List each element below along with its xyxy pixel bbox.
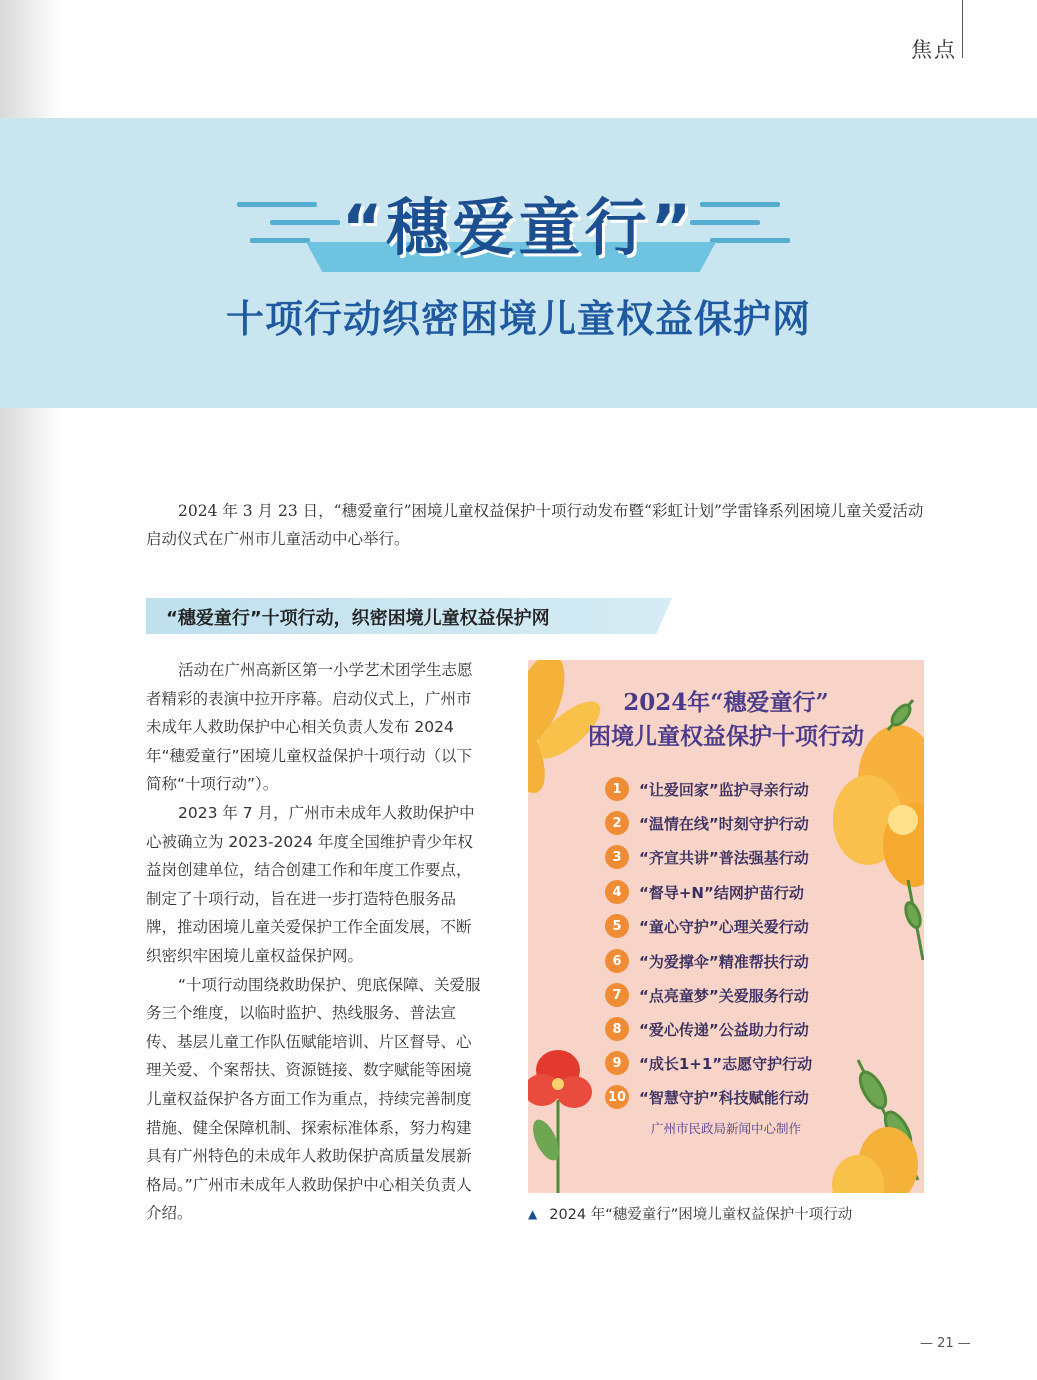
action-label: “童心守护”心理关爱行动 [639, 917, 809, 936]
section-tag: 焦点 [911, 38, 957, 62]
action-item [605, 1016, 809, 1042]
action-label: “温情在线”时刻守护行动 [639, 814, 809, 833]
action-item [605, 913, 809, 939]
number-badge: 3 [605, 845, 629, 869]
number-badge: 9 [605, 1051, 629, 1075]
section-heading: “穗爱童行”十项行动，织密困境儿童权益保护网 [166, 608, 550, 629]
body-paragraph: “十项行动围绕救助保护、兜底保障、关爱服务三个维度，以临时监护、热线服务、普法宣传、基层儿童工作队伍赋能培训、片区督导、心理关爱、个案帮扶、资源链接、数字赋能等困境儿童权益保护各方面工作为重点，持续完善制度措施、健全保障机制、探索标准体系，努力构建具有广州特色的未成年人救助保护高质量发展新格局。”广州市未成年人救助保护中心相关负责人介绍。 [146, 975, 481, 1223]
number-badge: 6 [605, 949, 629, 973]
action-label: “爱心传递”公益助力行动 [639, 1020, 809, 1039]
page-subtitle: 十项行动织密困境儿童权益保护网 [225, 297, 811, 341]
action-label: “成长1+1”志愿守护行动 [639, 1054, 813, 1073]
section-tag-rule [962, 0, 963, 58]
action-item [605, 1050, 812, 1076]
figure-caption [528, 1203, 852, 1224]
triangle-icon: ▲ [528, 1206, 538, 1221]
action-item [605, 948, 809, 974]
poster-image [528, 660, 924, 1193]
action-label: “点亮童梦”关爱服务行动 [639, 986, 809, 1005]
number-badge: 5 [605, 914, 629, 938]
body-paragraph: 活动在广州高新区第一小学艺术团学生志愿者精彩的表演中拉开序幕。启动仪式上，广州市未成年人救助保护中心相关负责人发布 2024 年“穗爱童行”困境儿童权益保护十项行动（以下简称“十项行动”）。 [146, 661, 473, 794]
action-item [605, 879, 804, 905]
action-label: “智慧守护”科技赋能行动 [639, 1088, 809, 1107]
action-label: “督导+N”结网护苗行动 [639, 883, 804, 902]
intro-paragraph: 2024 年 3 月 23 日，“穗爱童行”困境儿童权益保护十项行动发布暨“彩虹计划”学雷锋系列困境儿童关爱活动启动仪式在广州市儿童活动中心举行。 [146, 502, 924, 548]
number-badge: 4 [605, 880, 629, 904]
body-text [146, 656, 486, 1228]
page-title: “穗爱童行” [341, 191, 696, 264]
action-label: “齐宣共讲”普法强基行动 [639, 848, 809, 867]
poster-title-line1: 2024年“穗爱童行” [623, 689, 829, 716]
number-badge: 8 [605, 1017, 629, 1041]
action-item [605, 776, 809, 802]
action-label: “为爱撑伞”精准帮扶行动 [639, 952, 809, 971]
number-badge: 10 [605, 1085, 629, 1109]
number-badge: 2 [605, 811, 629, 835]
caption-text: 2024 年“穗爱童行”困境儿童权益保护十项行动 [549, 1207, 853, 1223]
poster-credit: 广州市民政局新闻中心制作 [650, 1121, 801, 1136]
poster-title-line2: 困境儿童权益保护十项行动 [588, 723, 864, 750]
body-paragraph: 2023 年 7 月，广州市未成年人救助保护中心被确立为 2023-2024 年度全国维护青少年权益岗创建单位，结合创建工作和年度工作要点，制定了十项行动，旨在进一步打造特色服务品牌，推动困境儿童关爱保护工作全面发展，不断织密织牢困境儿童权益保护网。 [146, 803, 475, 965]
number-badge: 1 [605, 777, 629, 801]
action-item [605, 982, 809, 1008]
action-item [605, 810, 809, 836]
page-number: — 21 — [920, 1336, 971, 1351]
action-item [605, 844, 809, 870]
action-label: “让爱回家”监护寻亲行动 [639, 780, 809, 799]
action-item [605, 1084, 809, 1110]
number-badge: 7 [605, 983, 629, 1007]
